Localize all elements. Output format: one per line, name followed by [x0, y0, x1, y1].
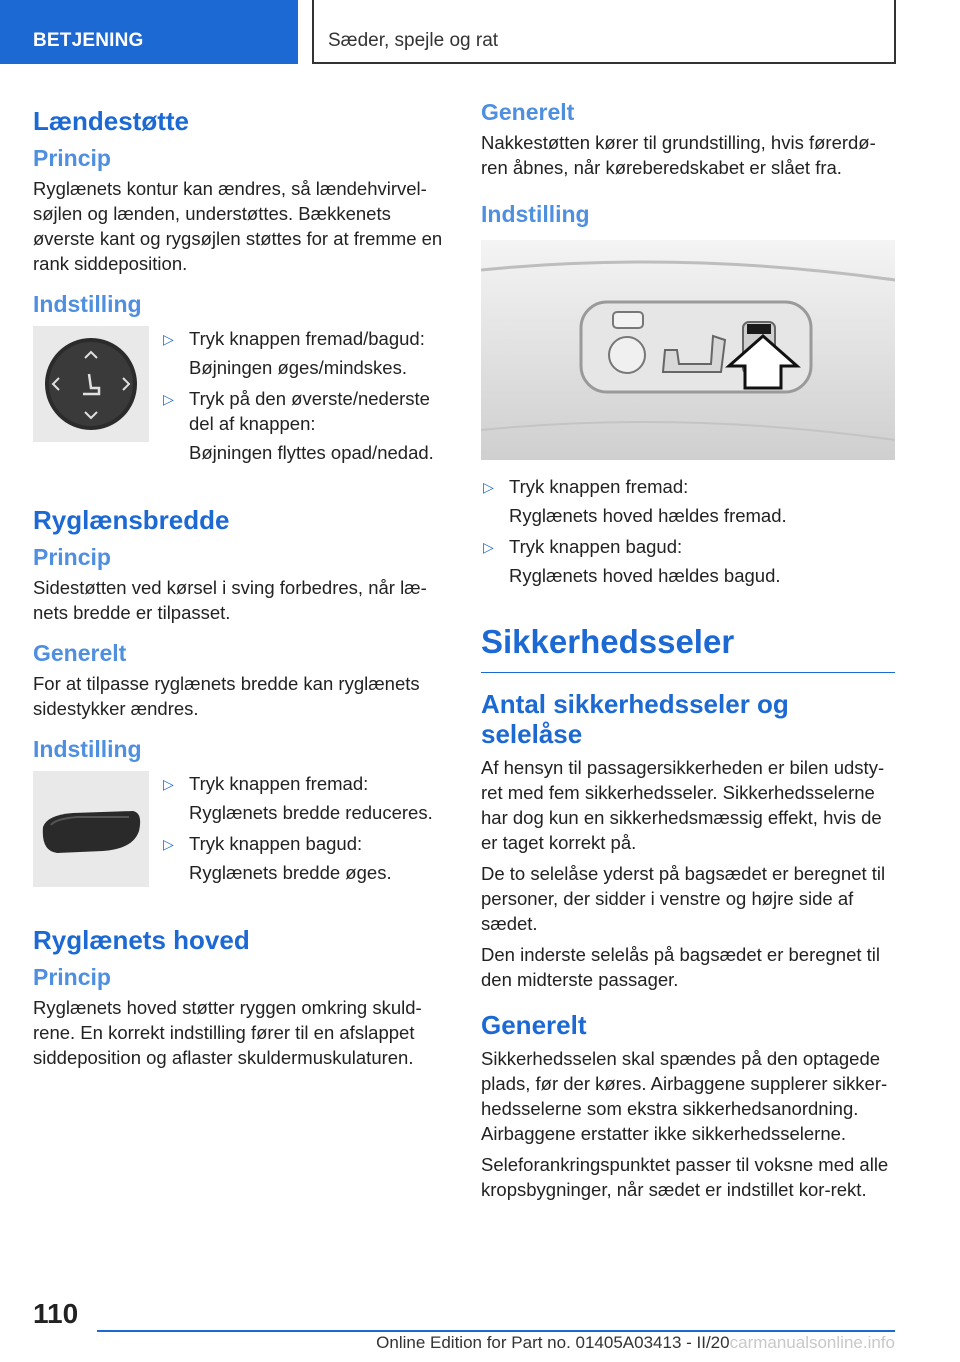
list-item-result: Bøjningen øges/mindskes.: [189, 357, 407, 378]
paragraph: Ryglænets hoved støtter ryggen omkring skuld-rene. En korrekt indstilling fører til en afslappet siddeposition og aflaster skuldermuskulaturen.: [33, 997, 422, 1068]
paragraph: Nakkestøtten kører til grundstilling, hvis førerdø-ren åbnes, når køreberedskabet er slået fra.: [481, 132, 876, 178]
paragraph: Sikkerhedsselen skal spændes på den optagede plads, før der køres. Airbaggene supplerer sikker-hedsselerne som ekstra sikkerhedsanordning. Airbaggene erstatter ikke sikkerhedsselerne.: [481, 1048, 888, 1144]
width-button-image: [33, 771, 149, 887]
triangle-bullet-icon: ▷: [483, 539, 494, 555]
paragraph: De to selelåse yderst på bagsædet er beregnet til personer, der sidder i venstre og højre side af sædet.: [481, 863, 886, 934]
heading-principle: Princip: [33, 145, 111, 171]
chapter-heading-seatbelts: Sikkerhedsseler: [481, 622, 895, 673]
heading-backrest-width: Ryglænsbredde: [33, 505, 230, 535]
triangle-bullet-icon: ▷: [163, 391, 174, 407]
paragraph: Af hensyn til passagersikkerheden er bilen udsty-ret med fem sikkerhedsseler. Sikkerhedsselerne har dog kun en sikkerhedsmæssig effekt, hvis de er taget korrekt på.: [481, 757, 885, 853]
paragraph: Seleforankringspunktet passer til voksne med alle kropsbygninger, når sædet er indstillet kor-rekt.: [481, 1154, 889, 1200]
section-tab: BETJENING: [0, 0, 298, 64]
triangle-bullet-icon: ▷: [163, 331, 174, 347]
edition-text: Online Edition for Part no. 01405A03413 - II/20: [376, 1333, 730, 1352]
heading-general: Generelt: [481, 1010, 587, 1040]
paragraph: Sidestøtten ved kørsel i sving forbedres, når læ-nets bredde er tilpasset.: [33, 577, 427, 623]
list-item-result: Ryglænets hoved hældes fremad.: [509, 505, 787, 526]
heading-backrest-head: Ryglænets hoved: [33, 925, 250, 955]
triangle-bullet-icon: ▷: [483, 479, 494, 495]
triangle-bullet-icon: ▷: [163, 836, 174, 852]
footer-divider: [97, 1330, 895, 1332]
list-item: ▷ Tryk knappen fremad/bagud:: [161, 326, 443, 351]
lumbar-steps: [161, 326, 443, 471]
list-item-result: Ryglænets bredde øges.: [189, 862, 392, 883]
paragraph: Ryglænets kontur kan ændres, så lændehvirvel-søjlen og lænden, understøttes. Bækkenets øverste kant og rygsøjlen støttes for at fremme en rank siddeposition.: [33, 178, 443, 274]
heading-principle: Princip: [33, 964, 111, 990]
heading-principle: Princip: [33, 544, 111, 570]
triangle-bullet-icon: ▷: [163, 776, 174, 792]
lumbar-control-image: [33, 326, 149, 442]
page-number: 110: [33, 1298, 79, 1329]
seat-control-image: [481, 240, 895, 460]
list-item: ▷ Tryk knappen fremad:: [161, 771, 443, 796]
heading-general: Generelt: [481, 99, 575, 125]
footer-edition: [98, 1333, 895, 1353]
list-item-result: Ryglænets hoved hældes bagud.: [509, 565, 781, 586]
right-column: [481, 98, 895, 1208]
list-item-result: Bøjningen flyttes opad/nedad.: [189, 442, 434, 463]
list-item: ▷ Tryk knappen bagud:: [481, 534, 895, 559]
heading-adjustment: Indstilling: [33, 736, 142, 762]
paragraph: Den inderste selelås på bagsædet er beregnet til den midterste passager.: [481, 944, 881, 990]
heading-adjustment: Indstilling: [481, 201, 590, 227]
heading-adjustment: Indstilling: [33, 291, 142, 317]
heading-general: Generelt: [33, 640, 127, 666]
list-item-result: Ryglænets bredde reduceres.: [189, 802, 433, 823]
list-item: ▷ Tryk på den øverste/nederste del af knappen:: [163, 388, 430, 434]
watermark-text: carmanualsonline.info: [729, 1333, 895, 1352]
heading-number-of-belts: Antal sikkerhedsseler og selelåse: [481, 689, 789, 749]
chapter-title: Sæder, spejle og rat: [312, 0, 896, 64]
paragraph: For at tilpasse ryglænets bredde kan ryglænets sidestykker ændres.: [33, 673, 420, 719]
head-steps: [481, 474, 895, 588]
list-item: ▷ Tryk knappen fremad:: [481, 474, 895, 499]
left-column: [33, 98, 443, 1076]
heading-lumbar-support: Lændestøtte: [33, 106, 189, 136]
list-item: ▷ Tryk knappen bagud:: [161, 831, 443, 856]
width-steps: [161, 771, 443, 891]
